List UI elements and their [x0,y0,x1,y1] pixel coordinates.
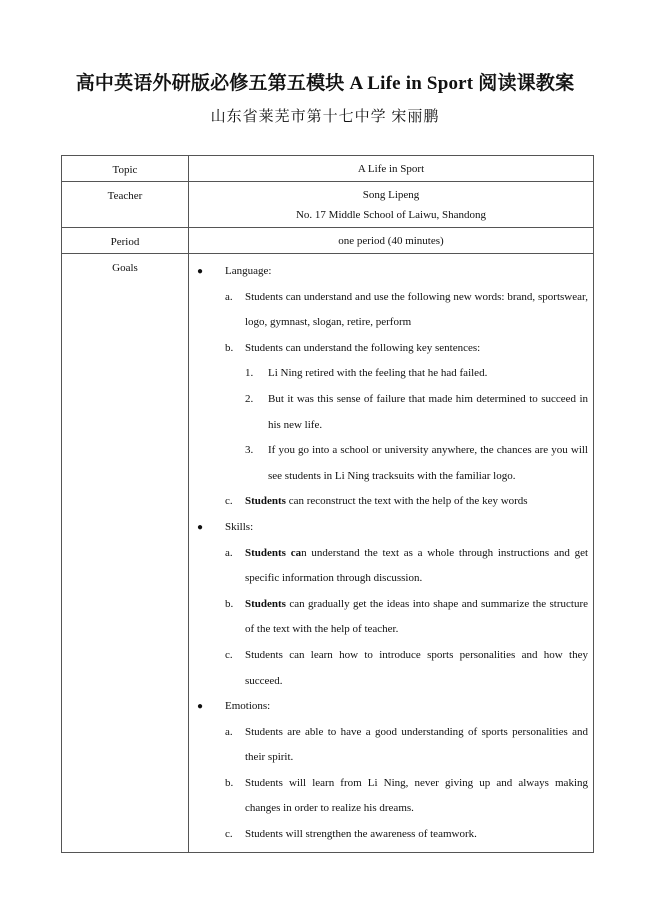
topic-label: Topic [62,156,189,182]
item-rest: can gradually get the ideas into shape and summarize the structure of the text with the help of teacher. [245,597,588,636]
item-marker: b. [225,597,234,610]
goal-section-emotions [197,694,588,720]
section-heading: Skills: [225,520,254,533]
key-sentence [197,387,588,438]
section-heading: Language: [225,265,272,277]
teacher-value [189,182,594,228]
sentence-text: Li Ning retired with the feeling that he had failed. [268,367,488,380]
teacher-row [62,182,594,228]
goal-item [197,541,588,592]
goals-label: Goals [62,254,189,853]
item-text [245,541,588,592]
item-text: Students are able to have a good understanding of sports personalities and their spirit. [245,725,588,764]
goal-item [197,720,588,771]
item-text: Students will strengthen the awareness of teamwork. [245,828,477,841]
period-label: Period [62,228,189,254]
item-marker: c. [225,648,233,661]
item-text: Students can understand and use the following new words: brand, sportswear, logo, gymnast, slogan, retire, perform [245,290,588,329]
sentence-text: If you go into a school or university anywhere, the chances are you will see students in Li Ning tracksuits with the familiar logo. [268,444,588,482]
goal-section-language [197,259,588,285]
item-bold: Students [245,597,286,610]
item-text: Students can learn how to introduce sports personalities and how they succeed. [245,648,588,687]
period-value: one period (40 minutes) [189,228,594,254]
item-text [245,489,588,515]
item-text [245,592,588,643]
goal-item [197,643,588,694]
section-heading: Emotions: [225,700,271,713]
bullet-icon: ● [197,701,204,713]
item-rest: can reconstruct the text with the help of the key words [285,495,528,508]
sentence-marker: 2. [245,392,254,405]
lesson-plan-table [61,155,594,853]
item-marker: a. [225,290,233,303]
goal-item [197,336,588,362]
item-marker: b. [225,341,234,354]
goals-content [189,254,594,853]
teacher-label: Teacher [62,182,189,228]
goal-section-skills [197,515,588,541]
item-marker: a. [225,725,233,738]
bullet-icon: ● [197,266,204,277]
bullet-icon: ● [197,521,204,533]
teacher-name: Song Lipeng [362,189,420,201]
topic-value: A Life in Sport [189,156,594,182]
item-marker: a. [225,546,233,559]
goal-item [197,285,588,336]
sentence-text: But it was this sense of failure that made him determined to succeed in his new life. [268,392,588,431]
goal-item [197,489,588,515]
item-bold: Students [245,495,286,508]
goals-row [62,254,594,853]
goal-item [197,771,588,822]
item-marker: c. [225,828,233,841]
item-bold: Students ca [245,546,302,559]
sentence-marker: 1. [245,367,254,380]
teacher-school: No. 17 Middle School of Laiwu, Shandong [295,209,487,221]
key-sentence [197,361,588,387]
item-rest: n understand the text as a whole through instructions and get specific information through discussion. [245,546,589,585]
document-title: 高中英语外研版必修五第五模块 A Life in Sport 阅读课教案 [75,73,575,94]
document-subtitle: 山东省莱芜市第十七中学 宋丽鹏 [210,109,440,125]
goal-item [197,822,588,848]
item-text: Students will learn from Li Ning, never giving up and always making changes in order to realize his dreams. [245,776,588,815]
topic-row [62,156,594,182]
item-marker: b. [225,776,234,789]
item-marker: c. [225,495,233,508]
item-text: Students can understand the following key sentences: [245,341,481,354]
period-row [62,228,594,254]
goal-item [197,592,588,643]
key-sentence [197,438,588,489]
sentence-marker: 3. [245,444,254,457]
